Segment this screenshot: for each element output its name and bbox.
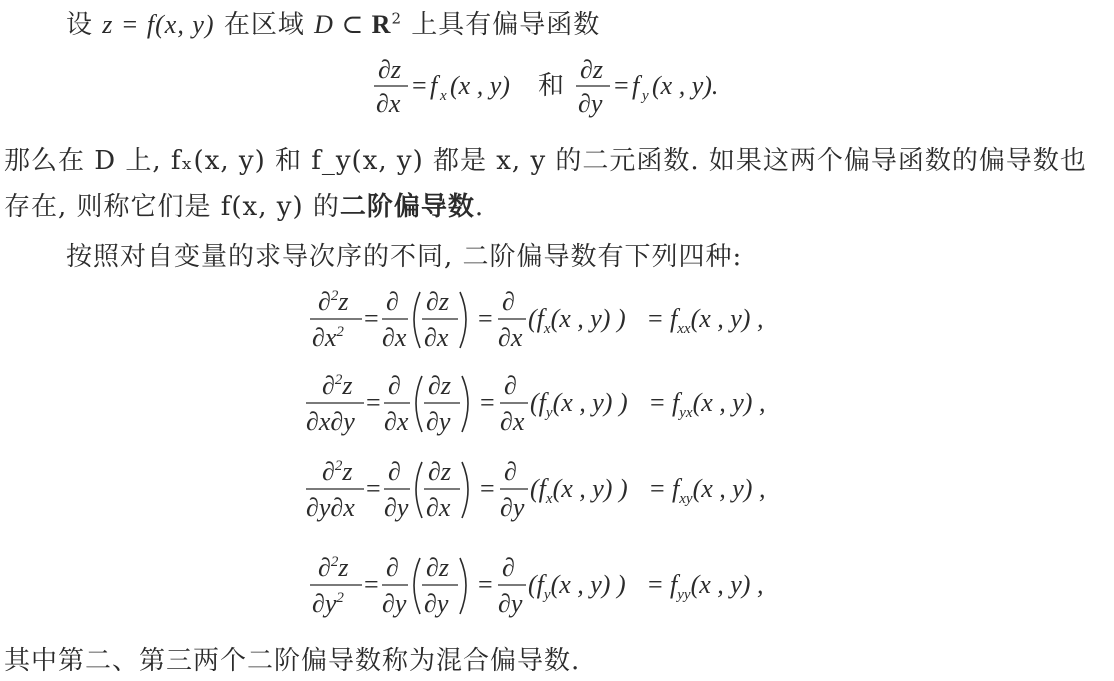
svg-text:∂x: ∂x — [500, 407, 525, 436]
svg-text:∂2z: ∂$^2$z — [318, 553, 349, 582]
svg-text:∂: ∂ — [386, 553, 399, 582]
svg-text:∂x: ∂x — [426, 493, 451, 522]
svg-text:∂x2: $\partial x^2$ — [312, 323, 344, 352]
intro-line — [66, 4, 600, 41]
svg-text:=: = — [480, 474, 495, 503]
domain-expression: D ⊂ — [314, 10, 372, 39]
svg-text:(fy(x , y) ): ($f_y(x$ , y) ) — [528, 570, 626, 603]
svg-text:∂: ∂ — [504, 457, 517, 486]
svg-text:y: y — [642, 88, 649, 104]
svg-text:∂x: ∂x — [424, 323, 449, 352]
svg-text:=: = — [478, 570, 493, 599]
svg-text:=: = — [648, 570, 663, 599]
svg-text:=: = — [412, 71, 427, 100]
intro-suffix: 上具有偏导函数 — [401, 10, 601, 40]
svg-text:∂x: ∂x — [382, 323, 407, 352]
real-space-exponent: 2 — [391, 9, 402, 28]
formula-fxx — [300, 282, 820, 356]
svg-text:fyx(x , y) ,: $f_{yx}(x$ , y) , — [672, 388, 766, 421]
svg-text:∂: ∂ — [502, 553, 515, 582]
svg-text:∂y: ∂y — [382, 589, 407, 618]
paragraph2: 按照对自变量的求导次序的不同, 二阶偏导数有下列四种: — [66, 242, 743, 272]
svg-text:(fy(x , y) ): ($f_y(x$ , y) ) — [530, 388, 628, 421]
paragraph1-line2-text: 存在, 则称它们是 f(x, y) 的 — [4, 192, 340, 222]
svg-text:fxy(x , y) ,: $f_{xy}(x$ , y) , — [672, 474, 766, 507]
svg-text:∂2z: ∂$^2$z — [318, 287, 349, 316]
real-space-symbol: R — [371, 10, 392, 39]
first-derivative-equation — [370, 52, 770, 122]
svg-text:f: f — [430, 71, 438, 100]
function-definition: z = f(x, y) — [102, 10, 215, 39]
svg-text:=: = — [366, 474, 381, 503]
svg-text:∂y: ∂y — [578, 89, 603, 118]
svg-text:(x , y).: (x , y). — [652, 71, 719, 100]
svg-text:∂x: ∂x — [498, 323, 523, 352]
svg-text:∂: ∂ — [386, 287, 399, 316]
formula-fyx — [300, 366, 820, 440]
svg-text:∂2z: ∂$^2$z — [322, 457, 353, 486]
svg-text:=: = — [478, 304, 493, 333]
svg-text:∂2z: ∂$^2$z — [322, 371, 353, 400]
paragraph1-line2 — [4, 186, 484, 223]
paragraph1-line1: 那么在 D 上, fₓ(x, y) 和 f_y(x, y) 都是 x, y 的二元函数. 如果这两个偏导函数的偏导数也 — [4, 146, 1087, 176]
svg-text:∂: ∂ — [504, 371, 517, 400]
svg-text:∂: ∂ — [388, 457, 401, 486]
svg-text:∂z: ∂z — [428, 371, 451, 400]
intro-prefix: 设 — [66, 10, 103, 40]
svg-text:=: = — [366, 388, 381, 417]
intro-middle: 在区域 — [214, 10, 315, 40]
svg-text:∂z: ∂z — [426, 287, 449, 316]
svg-text:(x , y): (x , y) — [450, 71, 510, 100]
svg-text:(fx(x , y) ): ($f_x(x$ , y) ) — [530, 474, 628, 507]
svg-text:=: = — [480, 388, 495, 417]
svg-text:fxx(x , y) ,: $f_{xx}(x$ , y) , — [670, 304, 764, 337]
svg-text:=: = — [648, 304, 663, 333]
svg-text:∂z: ∂z — [428, 457, 451, 486]
svg-text:∂x: ∂x — [376, 89, 401, 118]
svg-text:f: f — [632, 71, 640, 100]
svg-text:∂y: ∂y — [498, 589, 523, 618]
svg-text:=: = — [364, 570, 379, 599]
svg-text:∂y: ∂y — [424, 589, 449, 618]
svg-text:∂y: ∂y — [384, 493, 409, 522]
svg-text:=: = — [650, 388, 665, 417]
and-word: 和 — [538, 71, 565, 100]
svg-text:=: = — [650, 474, 665, 503]
svg-text:x: x — [440, 88, 447, 104]
svg-text:∂z: ∂z — [580, 55, 603, 84]
conclusion: 其中第二、第三两个二阶偏导数称为混合偏导数. — [4, 646, 581, 676]
svg-text:∂y2: $\partial y^2$ — [312, 589, 344, 618]
svg-text:∂z: ∂z — [426, 553, 449, 582]
svg-text:fyy(x , y) ,: $f_{yy}(x$ , y) , — [670, 570, 764, 603]
svg-text:=: = — [614, 71, 629, 100]
svg-text:∂z: ∂z — [378, 55, 401, 84]
svg-text:∂y: ∂y — [426, 407, 451, 436]
svg-text:∂: ∂ — [502, 287, 515, 316]
svg-text:∂y∂x: ∂y∂x — [306, 493, 355, 522]
formula-fyy — [300, 548, 820, 622]
svg-text:∂x: ∂x — [384, 407, 409, 436]
svg-text:(fx(x , y) ): ($f_x(x$ , y) ) — [528, 304, 626, 337]
formula-fxy — [300, 452, 820, 526]
paragraph1-line2-end: . — [474, 192, 485, 222]
svg-text:∂: ∂ — [388, 371, 401, 400]
svg-text:∂x∂y: ∂x∂y — [306, 407, 355, 436]
svg-text:=: = — [364, 304, 379, 333]
second-order-partial-term: 二阶偏导数 — [339, 192, 475, 222]
svg-text:∂y: ∂y — [500, 493, 525, 522]
